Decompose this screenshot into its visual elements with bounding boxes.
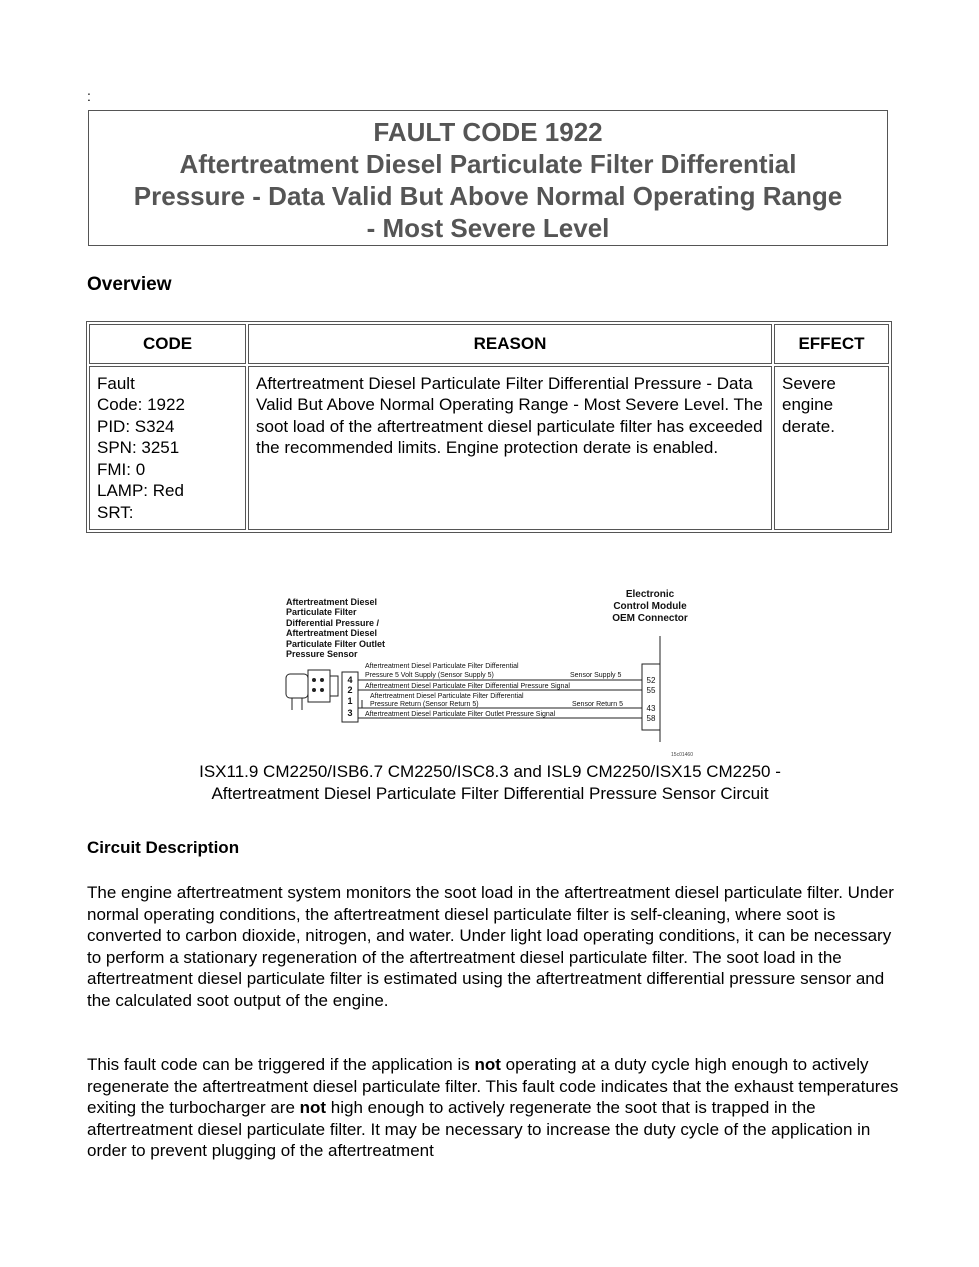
sensor-housing-icon (308, 670, 330, 702)
wire-label: Pressure 5 Volt Supply (Sensor Supply 5) (365, 672, 494, 679)
sensor-label-line: Aftertreatment Diesel (286, 597, 378, 607)
caption-line: ISX11.9 CM2250/ISB6.7 CM2250/ISC8.3 and ISL9 CM2250/ISX15 CM2250 - (199, 762, 781, 781)
code-line: FMI: 0 (97, 459, 146, 479)
fault-title-line: Aftertreatment Diesel Particulate Filter Differential (179, 149, 797, 179)
ecm-pin-label: 43 (646, 704, 656, 713)
paragraph-text: This fault code can be triggered if the application is (87, 1055, 475, 1074)
sensor-pin-label: 4 (347, 675, 353, 685)
table-header-row (89, 324, 889, 364)
sensor-label-line: Differential Pressure / (286, 618, 380, 628)
ecm-label-line: Control Module (613, 601, 687, 612)
caption-line: Aftertreatment Diesel Particulate Filter Differential Pressure Sensor Circuit (211, 784, 769, 803)
ecm-pin-label: 52 (646, 676, 656, 685)
wire-label: Sensor Return 5 (572, 701, 623, 708)
sensor-pin-label: 1 (347, 696, 353, 706)
effect-cell (774, 366, 889, 531)
sensor-label-line: Particulate Filter (286, 607, 357, 617)
wire-label: Pressure Return (Sensor Return 5) (370, 701, 479, 708)
emphasis-text: not (299, 1098, 327, 1118)
code-line: Code: 1922 (97, 395, 185, 414)
code-line: Fault (97, 373, 135, 393)
reason-cell: Aftertreatment Diesel Particulate Filter Differential Pressure - Data Valid But Above Normal Operating Range - Most Severe Level. The soot load of the aftertreatment diesel particulate filter has exceeded the recommended limits. Engine protection derate is enabled. (248, 366, 772, 531)
wire-label: Aftertreatment Diesel Particulate Filter Outlet Pressure Signal (365, 711, 556, 718)
sensor-pin-label: 3 (347, 708, 353, 718)
overview-table (86, 321, 892, 533)
fault-title-line: - Most Severe Level (366, 213, 610, 243)
circuit-description-heading: Circuit Description (87, 838, 240, 857)
emphasis-text: not (474, 1055, 501, 1074)
circuit-paragraph: The engine aftertreatment system monitors the soot load in the aftertreatment diesel particulate filter. Under normal operating conditions, the aftertreatment diesel particulate filter is self-cleaning, where soot is converted to carbon dioxide, nitrogen, and water. Under light load operating conditions, it can be necessary to perform a stationary regeneration of the aftertreatment diesel particulate filter. The soot load in the aftertreatment diesel particulate filter is estimated using the aftertreatment differential pressure sensor and the calculated soot output of the engine. (87, 883, 894, 1010)
effect-line: Severe (782, 373, 836, 393)
wire-label: Aftertreatment Diesel Particulate Filter Differential (365, 663, 519, 670)
effect-line: engine (782, 395, 834, 414)
wire-label: Aftertreatment Diesel Particulate Filter Differential (370, 693, 524, 700)
code-line: SRT: (97, 502, 134, 522)
paragraph-text: high enough to actively regenerate the soot that is trapped in the aftertreatment diesel particulate filter. It may be necessary to increase the duty cycle of the application in order to prevent plugging of the aftertreatment (87, 1098, 871, 1161)
circuit-paragraph (87, 1054, 899, 1162)
circuit-diagram (278, 586, 698, 758)
overview-heading: Overview (87, 274, 172, 295)
paragraph-text: operating at a duty cycle high enough to actively regenerate the aftertreatment diesel particulate filter. This fault code indicates that the exhaust temperatures exiting the turbocharger are (87, 1055, 899, 1118)
sensor-body-icon (286, 674, 308, 698)
code-line: SPN: 3251 (97, 438, 180, 457)
ecm-pin-label: 55 (646, 686, 656, 695)
page-marker: : (87, 88, 91, 104)
sensor-plug-icon (330, 676, 338, 696)
wire-label: Sensor Supply 5 (570, 672, 622, 679)
wire-label: Aftertreatment Diesel Particulate Filter Differential Pressure Signal (365, 683, 570, 690)
ecm-label-line: OEM Connector (612, 613, 688, 624)
sensor-label-line: Pressure Sensor (286, 649, 358, 659)
code-line: LAMP: Red (97, 481, 184, 500)
diagram-ref-code: 15c01460 (671, 752, 693, 758)
fault-code-title: FAULT CODE 1922 (373, 117, 603, 147)
fault-title-box (88, 110, 888, 246)
code-cell (89, 366, 246, 531)
code-line: PID: S324 (97, 416, 175, 436)
column-header-code: CODE (89, 324, 246, 364)
column-header-effect: EFFECT (774, 324, 889, 364)
effect-line: derate. (782, 416, 835, 436)
sensor-label-line: Aftertreatment Diesel (286, 628, 378, 638)
figure-caption (120, 761, 860, 805)
table-row (89, 366, 889, 531)
ecm-pin-label: 58 (646, 714, 656, 723)
sensor-label-line: Particulate Filter Outlet (286, 639, 386, 649)
ecm-label-line: Electronic (625, 589, 675, 600)
column-header-reason: REASON (248, 324, 772, 364)
sensor-pin-label: 2 (347, 685, 353, 695)
fault-title-line: Pressure - Data Valid But Above Normal Operating Range (133, 181, 843, 211)
